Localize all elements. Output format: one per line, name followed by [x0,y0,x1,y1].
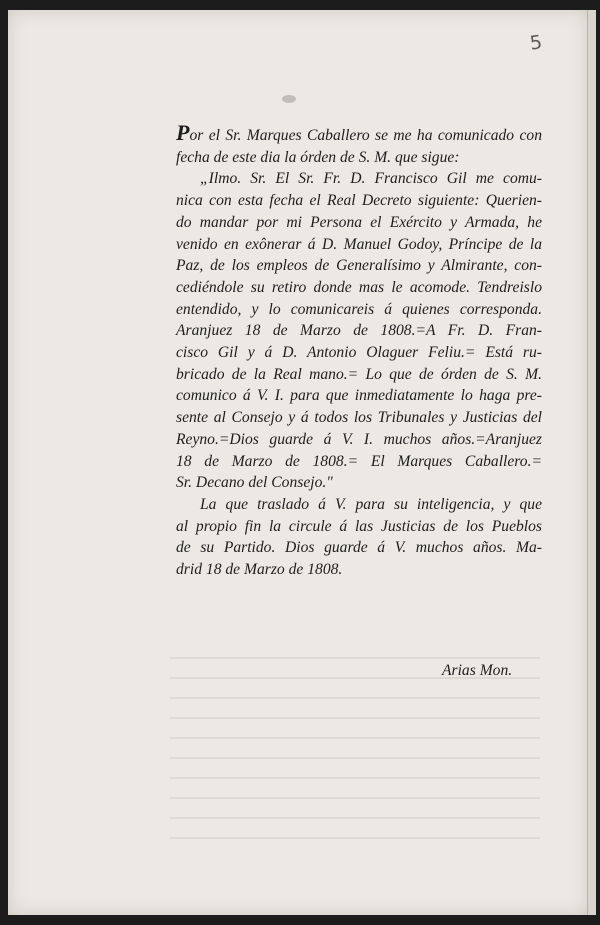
text-line: Sr. Decano del Consejo." [176,474,333,492]
text-line: venido en exônerar á D. Manuel Godoy, Príncipe de la [176,235,542,253]
text-line: 18 de Marzo de 1808.= El Marques Caballero.= [176,452,542,470]
text-line: nica con esta fecha el Real Decreto siguiente: Querien- [176,192,542,210]
text-line-rest: or el Sr. Marques Caballero se me ha comunicado con [189,127,542,144]
page-edge [587,10,596,915]
paragraph-intro [176,122,542,168]
text-line: „Ilmo. Sr. El Sr. Fr. D. Francisco Gil me comu- [200,170,542,188]
text-line: cediéndole su retiro donde mas le acomode. Tendreislo [176,278,542,296]
text-line: La que traslado á V. para su inteligencia, y que [200,495,542,513]
signature: Arias Mon. [442,662,513,679]
paragraph-decree [176,168,542,494]
text-line: al propio fin la circule á las Justicias de los Pueblos [176,517,542,535]
text-line: entendido, y lo comunicareis á quienes corresponda. [176,300,542,318]
page-number: 5 [528,31,544,55]
text-line: bricado de la Real mano.= Lo que de órden de S. M. [176,365,542,383]
text-line: drid 18 de Marzo de 1808. [176,561,343,579]
text-line: sente al Consejo y á todos los Tribunales y Justicias del [176,409,542,427]
paragraph-transfer [176,494,542,581]
text-line: comunico á V. I. para que inmediatamente lo haga pre- [176,387,542,405]
text-line: Paz, de los empleos de Generalísimo y Almirante, con- [176,257,542,275]
text-line: Aranjuez 18 de Marzo de 1808.=A Fr. D. Fran- [176,322,542,340]
ink-smudge [282,95,296,103]
text-line: do mandar por mi Persona el Exército y Armada, he [176,213,542,231]
text-line: cisco Gil y á D. Antonio Olaguer Feliu.= Está ru- [176,344,542,362]
drop-cap: P [176,120,190,145]
text-line: fecha de este dia la órden de S. M. que sigue: [176,148,460,166]
text-line [176,122,542,147]
text-line: Reyno.=Dios guarde á V. I. muchos años.=Aranjuez [176,430,542,448]
decree-text [176,122,542,581]
text-line: de su Partido. Dios guarde á V. muchos años. Ma- [176,539,542,557]
